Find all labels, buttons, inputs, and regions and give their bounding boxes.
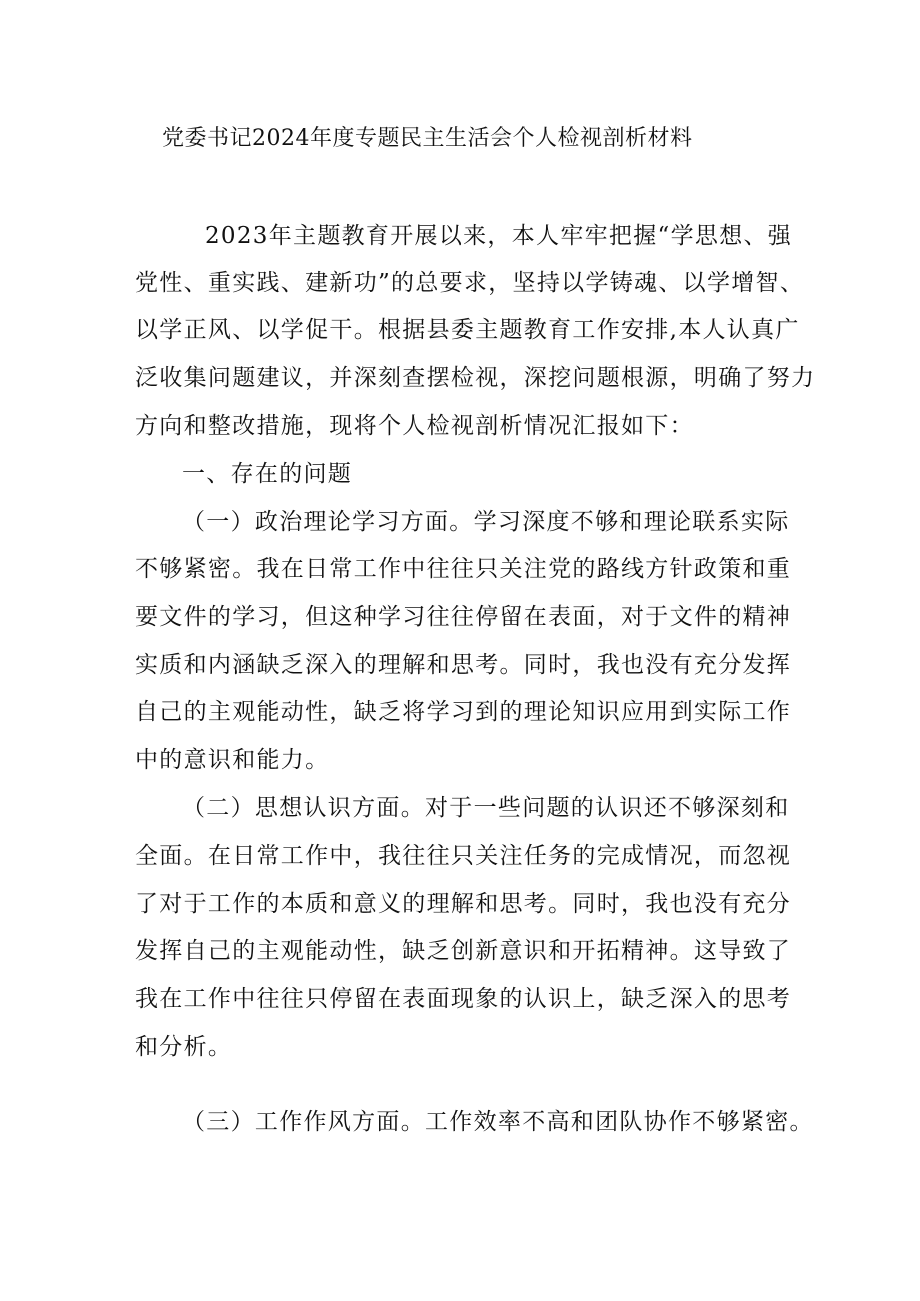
intro-line: 泛收集问题建议，并深刻查摆检视，深挖问题根源，明确了努力 bbox=[135, 365, 816, 391]
item3-line: （三）工作作风方面。工作效率不高和团队协作不够紧密。 bbox=[182, 1109, 814, 1135]
item1-line: 自己的主观能动性，缺乏将学习到的理论知识应用到实际工作 bbox=[135, 699, 792, 725]
item2-line: （二）思想认识方面。对于一些问题的认识还不够深刻和 bbox=[182, 795, 790, 821]
item1-line: 中的意识和能力。 bbox=[135, 747, 330, 773]
document-title: 党委书记2024年度专题民主生活会个人检视剖析材料 bbox=[162, 126, 693, 151]
intro-line: 方向和整改措施，现将个人检视剖析情况汇报如下： bbox=[135, 413, 694, 439]
item1-line: 实质和内涵缺乏深入的理解和思考。同时，我也没有充分发挥 bbox=[135, 652, 792, 678]
item1-line: 不够紧密。我在日常工作中往往只关注党的路线方针政策和重 bbox=[135, 556, 792, 582]
item2-line: 了对于工作的本质和意义的理解和思考。同时，我也没有充分 bbox=[135, 891, 792, 917]
intro-line: 党性、重实践、建新功”的总要求，坚持以学铸魂、以学增智、 bbox=[135, 270, 805, 296]
item1-line: 要文件的学习，但这种学习往往停留在表面，对于文件的精神 bbox=[135, 604, 792, 630]
intro-line: 以学正风、以学促干。根据县委主题教育工作安排,本人认真广 bbox=[135, 317, 800, 343]
item1-line: （一）政治理论学习方面。学习深度不够和理论联系实际 bbox=[182, 509, 790, 535]
item2-line: 我在工作中往往只停留在表面现象的认识上，缺乏深入的思考 bbox=[135, 986, 792, 1012]
intro-line: 2023年主题教育开展以来，本人牢牢把握“学思想、强 bbox=[205, 223, 793, 249]
item2-line: 和分析。 bbox=[135, 1034, 233, 1060]
item2-line: 发挥自己的主观能动性，缺乏创新意识和开拓精神。这导致了 bbox=[135, 938, 792, 964]
item2-line: 全面。在日常工作中，我往往只关注任务的完成情况，而忽视 bbox=[135, 843, 792, 869]
section-heading: 一、存在的问题 bbox=[182, 461, 353, 487]
